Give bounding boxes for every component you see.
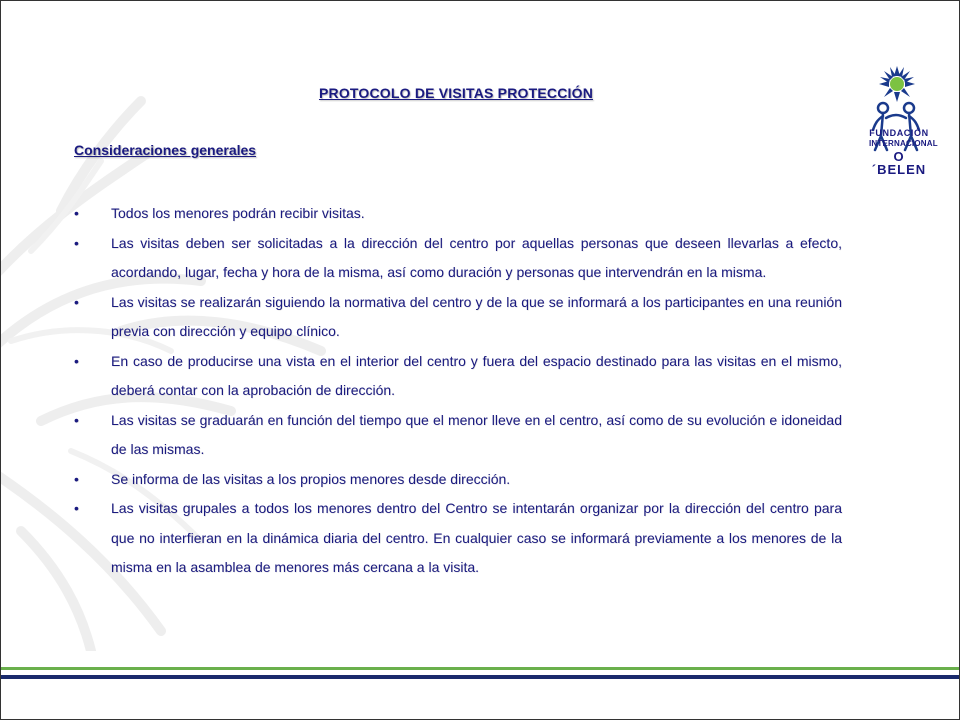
bullet-icon: • [74,352,79,369]
bullet-icon: • [74,205,79,221]
list-item-text: Las visitas se realizarán siguiendo la normativa del centro y de la que se informará a los participantes en una reunión previa con dirección y equipo clínico. [111,293,842,339]
list-item [74,406,842,465]
list-item-text: Todos los menores podrán recibir visitas. [111,205,365,221]
list-item [74,494,842,583]
list-item [74,288,842,347]
bullet-icon: • [74,470,79,487]
foundation-logo [869,128,938,177]
list-item-text: En caso de producirse una vista en el interior del centro y fuera del espacio destinado para las visitas en el mismo, deberá contar con la aprobación de dirección. [111,352,842,398]
list-item-text: Las visitas se graduarán en función del tiempo que el menor lleve en el centro, así como de su evolución e idoneidad de las mismas. [111,411,842,457]
list-item-text: Se informa de las visitas a los propios menores desde dirección. [111,470,511,487]
footer-green-rule [1,667,959,670]
logo-line-3: O´BELEN [871,149,927,177]
bullet-icon: • [74,500,79,516]
bullet-icon: • [74,293,79,310]
list-item [74,347,842,406]
document-title: PROTOCOLO DE VISITAS PROTECCIÓN [318,85,594,101]
footer-navy-rule [1,675,959,679]
list-item-text: Las visitas deben ser solicitadas a la dirección del centro por aquellas personas que deseen llevarlas a efecto, acordando, lugar, fecha y hora de la misma, así como duración y personas que intervendrán en la misma. [111,234,842,280]
list-item [74,465,842,495]
list-item [74,199,842,229]
bullet-list [74,199,842,583]
list-item-text: Las visitas grupales a todos los menores dentro del Centro se intentarán organizar por la dirección del centro para que no interfieran en la dinámica diaria del centro. En cualquier caso se informará previamente a los menores de la misma en la asamblea de menores más cercana a la visita. [111,500,842,575]
section-heading: Consideraciones generales [74,142,257,158]
bullet-icon: • [74,411,79,428]
bullet-icon: • [74,234,79,251]
logo-line-2: INTERNACIONAL [869,139,938,148]
logo-line-1: FUNDACIÓN [869,128,929,138]
list-item [74,229,842,288]
